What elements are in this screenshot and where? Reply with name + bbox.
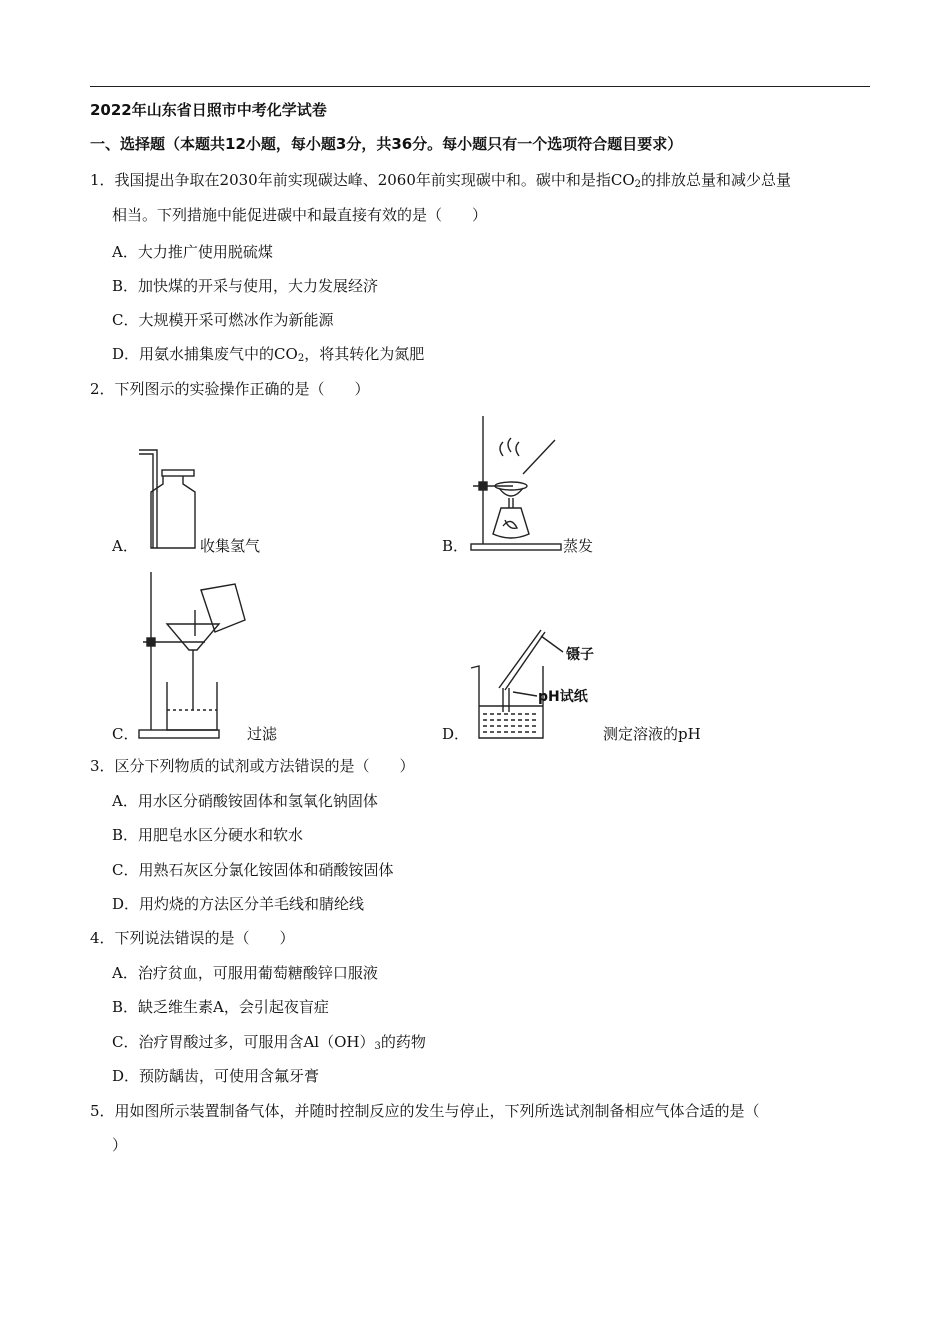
q2-option-b-letter[interactable]: B． — [442, 537, 469, 555]
header-rule — [90, 86, 870, 87]
q5-stem-line1: 5．用如图所示装置制备气体，并随时控制反应的发生与停止，下列所选试剂制备相应气体合适的是（ — [90, 1102, 760, 1120]
q1-option-d[interactable]: D．用氨水捕集废气中的$CO_2$，将其转化为氮肥 — [112, 345, 425, 364]
q2-option-d-caption: 测定溶液的pH — [603, 725, 701, 743]
q2-option-c-letter[interactable]: C． — [112, 725, 139, 743]
q1-option-c[interactable]: C．大规模开采可燃冰作为新能源 — [112, 311, 334, 329]
q2-figure-a-gas-bottle — [135, 448, 200, 552]
q2-option-b-caption: 蒸发 — [563, 537, 594, 555]
section-heading: 一、选择题（本题共12小题，每小题3分，共36分。每小题只有一个选项符合题目要求） — [90, 135, 683, 153]
q3-option-c[interactable]: C．用熟石灰区分氯化铵固体和硝酸铵固体 — [112, 861, 394, 879]
q3-option-a[interactable]: A．用水区分硝酸铵固体和氢氧化钠固体 — [112, 792, 378, 810]
q2-stem: 2．下列图示的实验操作正确的是（ ） — [90, 380, 370, 398]
q4-option-a[interactable]: A．治疗贫血，可服用葡萄糖酸锌口服液 — [112, 964, 378, 982]
q2-option-a-caption: 收集氢气 — [200, 537, 261, 555]
q2-option-d-letter[interactable]: D． — [442, 725, 470, 743]
q4-stem: 4．下列说法错误的是（ ） — [90, 929, 295, 947]
exam-title: 2022年山东省日照市中考化学试卷 — [90, 101, 327, 119]
q1-option-a[interactable]: A．大力推广使用脱硫煤 — [112, 243, 273, 261]
q3-option-d[interactable]: D．用灼烧的方法区分羊毛线和腈纶线 — [112, 895, 365, 913]
q4-option-b[interactable]: B．缺乏维生素A，会引起夜盲症 — [112, 998, 329, 1016]
q5-stem-line2: ） — [112, 1136, 128, 1154]
q1-stem-line1: 1．我国提出争取在2030年前实现碳达峰、2060年前实现碳中和。碳中和是指$CO_2$的排放总量和减少总量 — [90, 171, 792, 190]
q2-label-tweezers: 镊子 — [566, 647, 594, 663]
q1-stem-line2: 相当。下列措施中能促进碳中和最直接有效的是（ ） — [112, 206, 488, 224]
q2-option-c-caption: 过滤 — [247, 725, 278, 743]
q2-option-a-letter[interactable]: A． — [112, 537, 138, 555]
q2-label-ph-paper: pH试纸 — [538, 689, 588, 705]
q4-option-c[interactable]: C．治疗胃酸过多，可服用含$Al(OH)_3$的药物 — [112, 1033, 426, 1052]
q1-option-b[interactable]: B．加快煤的开采与使用，大力发展经济 — [112, 277, 379, 295]
q2-figure-b-evaporation — [465, 412, 567, 552]
q3-stem: 3．区分下列物质的试剂或方法错误的是（ ） — [90, 757, 415, 775]
q2-figure-c-filtration — [135, 570, 255, 742]
q4-option-d[interactable]: D．预防龋齿，可使用含氟牙膏 — [112, 1067, 320, 1085]
q3-option-b[interactable]: B．用肥皂水区分硬水和软水 — [112, 826, 304, 844]
